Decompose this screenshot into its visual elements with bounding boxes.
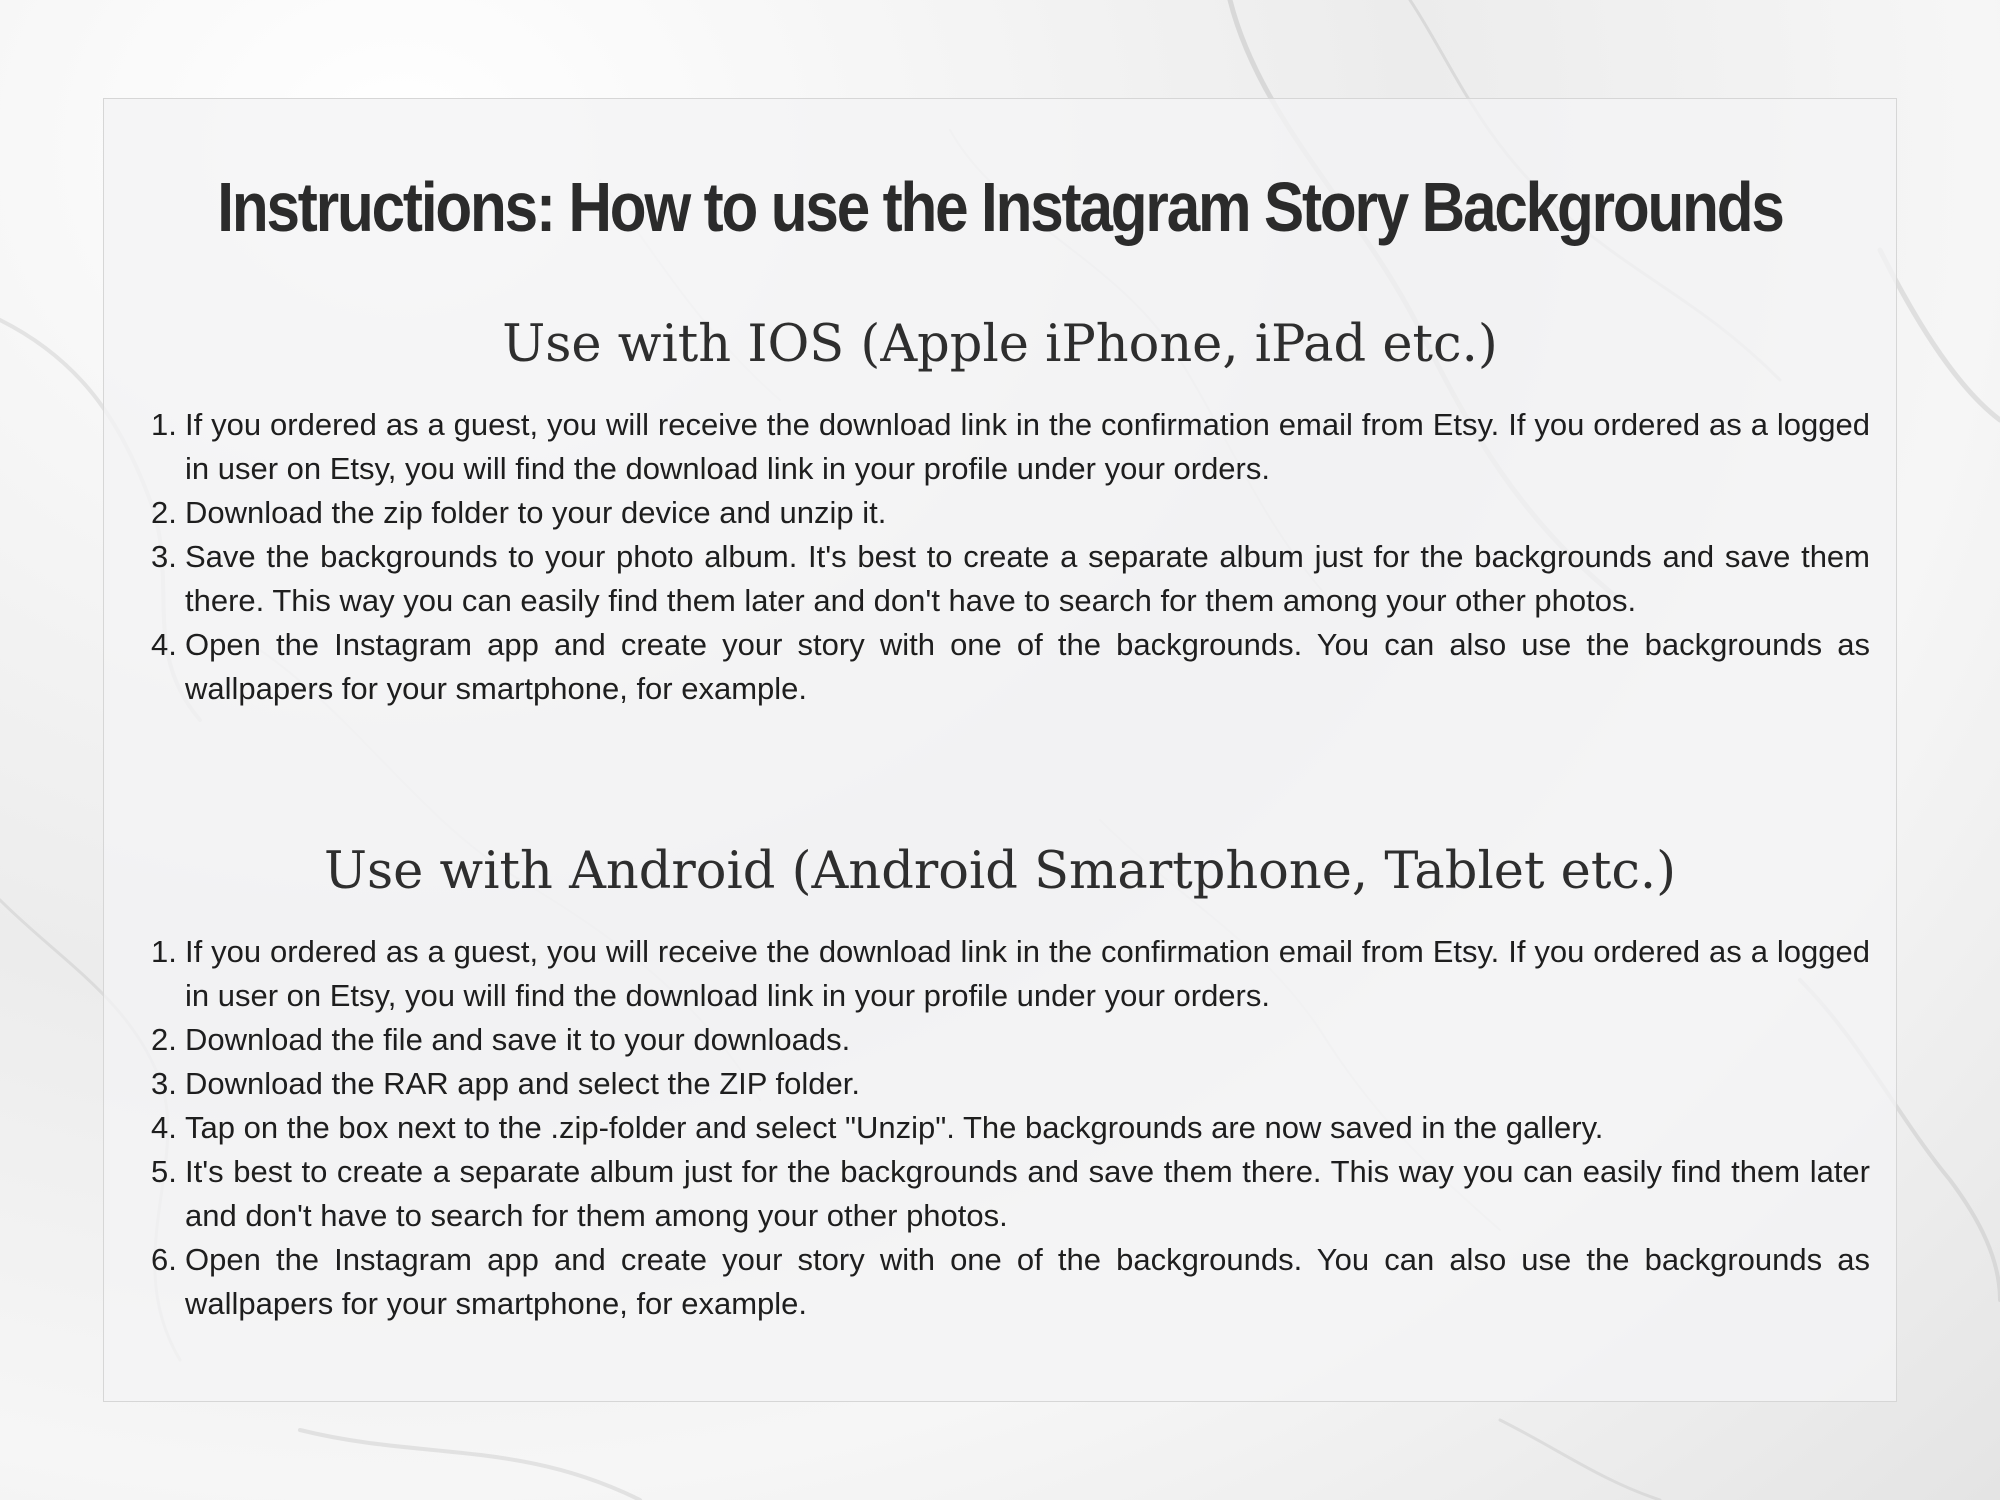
ios-step [151, 403, 1870, 491]
step-number: 1. [151, 407, 177, 442]
step-text: It's best to create a separate album just for the backgrounds and save them there. This way you can easily find them later and don't have to search for them among your other photos. [185, 1154, 1870, 1233]
android-step [151, 1150, 1870, 1238]
android-section-heading: Use with Android (Android Smartphone, Tablet etc.) [324, 842, 1676, 901]
ios-step [151, 491, 1870, 535]
step-text: If you ordered as a guest, you will receive the download link in the confirmation email from Etsy. If you ordered as a logged in user on Etsy, you will find the download link in your profile under your orders. [185, 407, 1870, 486]
step-text: If you ordered as a guest, you will receive the download link in the confirmation email from Etsy. If you ordered as a logged in user on Etsy, you will find the download link in your profile under your orders. [185, 934, 1870, 1013]
android-step [151, 1106, 1870, 1150]
ios-step [151, 623, 1870, 711]
ios-section-heading: Use with IOS (Apple iPhone, iPad etc.) [502, 315, 1498, 374]
step-number: 1. [151, 934, 177, 969]
step-text: Save the backgrounds to your photo album. It's best to create a separate album just for the backgrounds and save them there. This way you can easily find them later and don't have to search for them among your other photos. [185, 539, 1870, 618]
page-title: Instructions: How to use the Instagram Story Backgrounds [217, 168, 1783, 246]
android-step [151, 930, 1870, 1018]
step-number: 2. [151, 1022, 177, 1057]
step-number: 4. [151, 627, 177, 662]
step-text: Open the Instagram app and create your story with one of the backgrounds. You can also use the backgrounds as wallpapers for your smartphone, for example. [185, 1242, 1870, 1321]
step-text: Open the Instagram app and create your story with one of the backgrounds. You can also use the backgrounds as wallpapers for your smartphone, for example. [185, 627, 1870, 706]
ios-steps-list [151, 403, 1870, 711]
step-number: 5. [151, 1154, 177, 1189]
step-text: Download the zip folder to your device and unzip it. [185, 495, 887, 530]
step-number: 3. [151, 1066, 177, 1101]
android-steps-list [151, 930, 1870, 1326]
step-number: 2. [151, 495, 177, 530]
step-number: 6. [151, 1242, 177, 1277]
android-step [151, 1062, 1870, 1106]
step-text: Download the RAR app and select the ZIP folder. [185, 1066, 860, 1101]
android-step [151, 1238, 1870, 1326]
step-number: 3. [151, 539, 177, 574]
ios-step [151, 535, 1870, 623]
step-text: Tap on the box next to the .zip-folder and select "Unzip". The backgrounds are now saved in the gallery. [185, 1110, 1604, 1145]
step-text: Download the file and save it to your downloads. [185, 1022, 851, 1057]
android-step [151, 1018, 1870, 1062]
step-number: 4. [151, 1110, 177, 1145]
